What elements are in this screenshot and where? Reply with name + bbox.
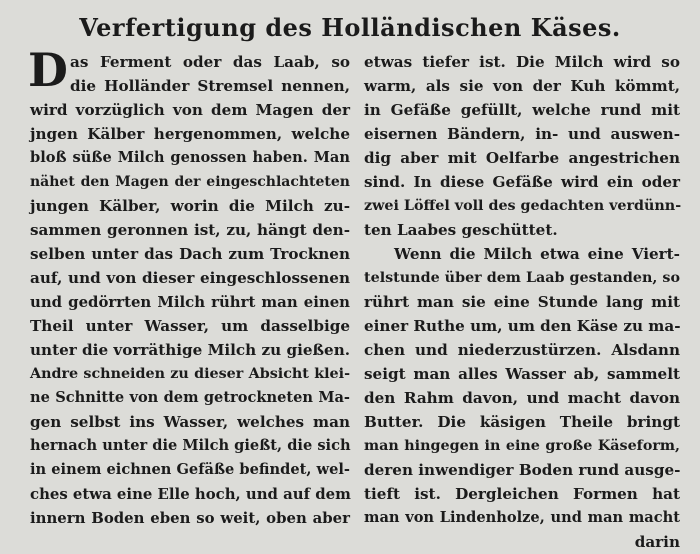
text-line: gen selbst ins Wasser, welches man	[30, 413, 350, 431]
drop-cap: D	[28, 43, 68, 97]
text-line: nähet den Magen der eingeschlachteten	[30, 174, 350, 190]
text-line: warm, als sie von der Kuh kömmt,	[364, 77, 680, 95]
text-line: hernach unter die Milch gießt, die sich	[30, 437, 351, 454]
text-line: unter die vorräthige Milch zu gießen.	[30, 341, 351, 359]
text-line: einer Ruthe um, um den Käse zu ma-	[364, 317, 681, 335]
text-line: wird vorzüglich von dem Magen der	[30, 101, 350, 119]
text-line: in einem eichnen Gefäße befindet, wel-	[30, 461, 350, 478]
text-line: sammen geronnen ist, zu, hängt den-	[30, 221, 350, 239]
text-line: Butter. Die käsigen Theile bringt	[364, 413, 680, 431]
text-line: eisernen Bändern, in- und auswen-	[364, 125, 680, 143]
catchword: darin	[634, 533, 680, 551]
text-line: deren inwendiger Boden rund ausge-	[364, 461, 681, 479]
text-line: bloß süße Milch genossen haben. Man	[30, 149, 350, 166]
text-line: seigt man alles Wasser ab, sammelt	[364, 365, 680, 383]
text-line: sind. In diese Gefäße wird ein oder	[364, 173, 680, 191]
text-line: selben unter das Dach zum Trocknen	[30, 245, 350, 263]
text-line: dig aber mit Oelfarbe angestrichen	[364, 149, 680, 167]
text-line: etwas tiefer ist. Die Milch wird so	[364, 53, 680, 71]
text-line: auf, und von dieser eingeschlossenen	[30, 269, 350, 287]
text-line: jungen Kälber, worin die Milch zu-	[30, 197, 350, 215]
text-line: Theil unter Wasser, um dasselbige	[30, 317, 350, 335]
text-line: Andre schneiden zu dieser Absicht klei-	[30, 366, 350, 382]
page-title: Verfertigung des Holländischen Käses.	[79, 13, 621, 42]
text-line: in Gefäße gefüllt, welche rund mit	[364, 101, 680, 119]
text-line: und gedörrten Milch rührt man einen	[30, 293, 350, 311]
text-line: rührt man sie eine Stunde lang mit	[364, 293, 680, 311]
text-line: ten Laabes geschüttet.	[364, 221, 558, 239]
text-line: Wenn die Milch etwa eine Viert-	[394, 245, 680, 263]
text-line: as Ferment oder das Laab, so	[70, 53, 350, 71]
text-line: telstunde über dem Laab gestanden, so	[364, 270, 680, 286]
text-line: man von Lindenholze, und man macht	[364, 509, 680, 526]
text-line: die Holländer Stremsel nennen,	[70, 77, 350, 95]
text-line: tieft ist. Dergleichen Formen hat	[364, 485, 680, 503]
text-line: zwei Löffel voll des gedachten verdünn-	[364, 198, 682, 214]
text-line: man hingegen in eine große Käseform,	[364, 438, 680, 454]
text-line: ches etwa eine Elle hoch, und auf dem	[30, 485, 351, 503]
text-line: chen und niederzustürzen. Alsdann	[364, 341, 680, 359]
text-line: den Rahm davon, und macht davon	[364, 389, 680, 407]
left-column	[28, 43, 351, 530]
text-line: ne Schnitte von dem getrockneten Ma-	[30, 389, 350, 406]
text-line: innern Boden eben so weit, oben aber	[30, 509, 350, 527]
right-column	[364, 50, 680, 554]
column-gutter	[355, 52, 356, 552]
text-line: jngen Kälber hergenommen, welche	[30, 125, 350, 143]
